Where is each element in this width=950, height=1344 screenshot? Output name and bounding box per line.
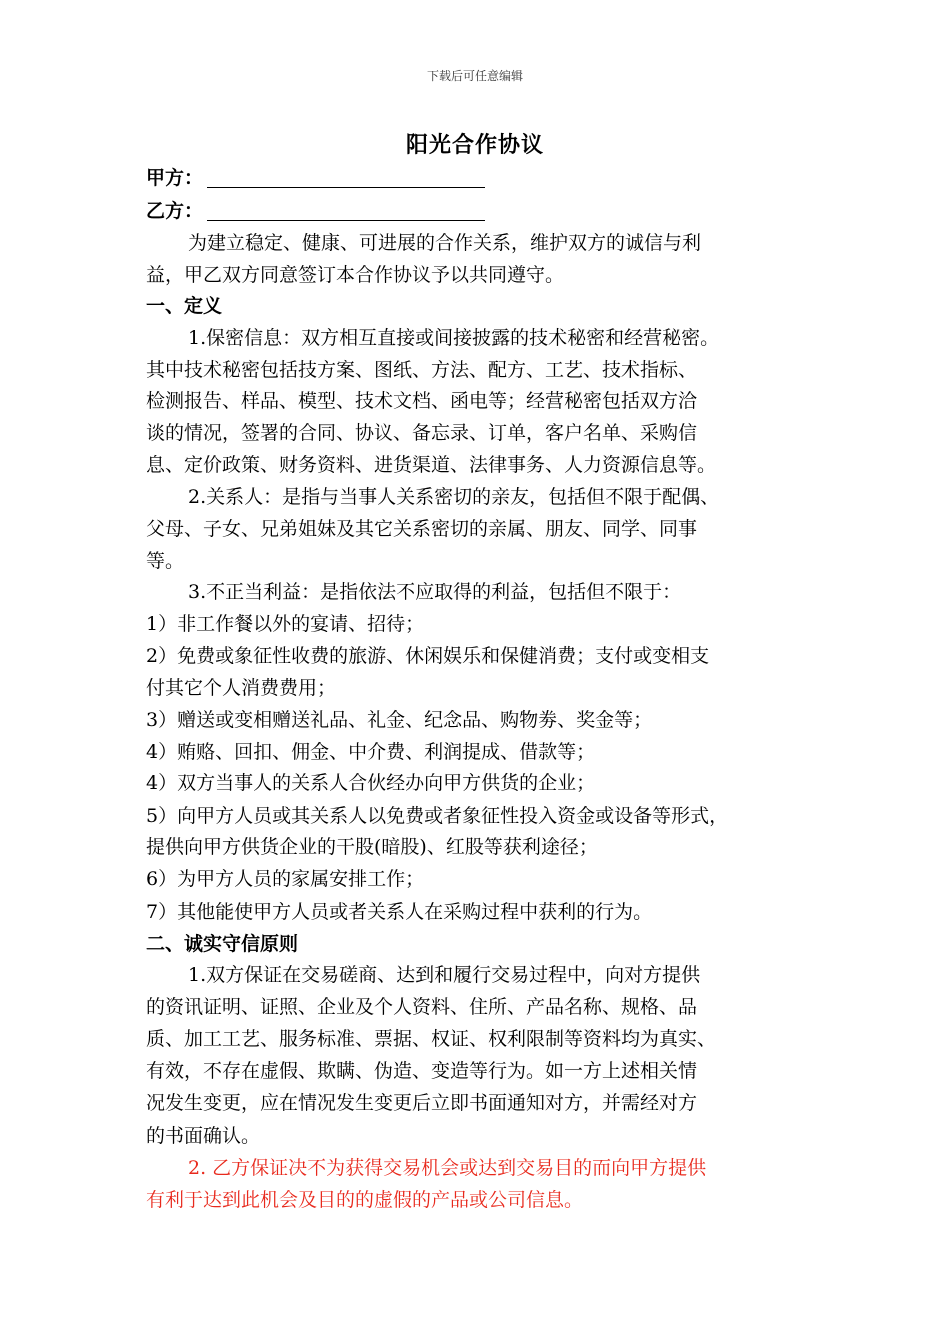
text-line: 质、加工工艺、服务标准、票据、权证、权利限制等资料均为真实、 xyxy=(146,1028,717,1050)
text-line: 3）赠送或变相赠送礼品、礼金、纪念品、购物劵、奖金等； xyxy=(146,709,653,731)
text-line: 其中技术秘密包括技方案、图纸、方法、配方、工艺、技术指标、 xyxy=(146,359,698,381)
text-line: 谈的情况，签署的合同、协议、备忘录、订单，客户名单、采购信 xyxy=(146,422,698,444)
text-line: 2）免费或象征性收费的旅游、休闲娱乐和保健消费；支付或变相支 xyxy=(146,645,710,667)
text-line: 检测报告、样品、模型、技术文档、函电等；经营秘密包括双方洽 xyxy=(146,390,698,412)
text-line: 提供向甲方供货企业的干股(暗股)、红股等获利途径； xyxy=(146,836,598,858)
text-line: 息、定价政策、财务资料、进货渠道、法律事务、人力资源信息等。 xyxy=(146,454,717,476)
party-b-field xyxy=(146,196,485,226)
party-a-label: 甲方： xyxy=(146,167,204,189)
text-line: 益，甲乙双方同意签订本合作协议予以共同遵守。 xyxy=(146,264,565,286)
text-line: 5）向甲方人员或其关系人以免费或者象征性投入资金或设备等形式， xyxy=(146,805,729,827)
text-line: 等。 xyxy=(146,550,185,572)
text-line: 况发生变更，应在情况发生变更后立即书面通知对方，并需经对方 xyxy=(146,1092,698,1114)
text-line: 为建立稳定、健康、可进展的合作关系，维护双方的诚信与利 xyxy=(188,232,702,254)
text-line: 4）贿赂、回扣、佣金、中介费、利润提成、借款等； xyxy=(146,741,596,763)
text-line: 1.保密信息：双方相互直接或间接披露的技术秘密和经营秘密。 xyxy=(188,327,720,349)
text-line: 1.双方保证在交易磋商、达到和履行交易过程中，向对方提供 xyxy=(188,964,701,986)
section-heading: 二、诚实守信原则 xyxy=(146,933,299,955)
text-line: 4）双方当事人的关系人合伙经办向甲方供货的企业； xyxy=(146,772,596,794)
text-line: 的资讯证明、证照、企业及个人资料、住所、产品名称、规格、品 xyxy=(146,996,698,1018)
text-line: 有效，不存在虚假、欺瞒、伪造、变造等行为。如一方上述相关情 xyxy=(146,1060,698,1082)
text-line: 2.关系人：是指与当事人关系密切的亲友，包括但不限于配偶、 xyxy=(188,486,720,508)
party-a-field xyxy=(146,163,485,193)
text-line: 1）非工作餐以外的宴请、招待； xyxy=(146,613,425,635)
text-line: 有利于达到此机会及目的的虚假的产品或公司信息。 xyxy=(146,1189,584,1211)
text-line: 2. 乙方保证决不为获得交易机会或达到交易目的而向甲方提供 xyxy=(188,1157,707,1179)
party-a-blank-line xyxy=(207,167,485,188)
text-line: 7）其他能使甲方人员或者关系人在采购过程中获利的行为。 xyxy=(146,901,653,923)
section-heading: 一、定义 xyxy=(146,295,223,317)
page-header-note: 下载后可任意编辑 xyxy=(426,69,523,83)
text-line: 3.不正当利益：是指依法不应取得的利益，包括但不限于： xyxy=(188,581,682,603)
party-b-label: 乙方： xyxy=(146,200,204,222)
text-line: 6）为甲方人员的家属安排工作； xyxy=(146,868,425,890)
text-line: 的书面确认。 xyxy=(146,1125,261,1147)
party-b-blank-line xyxy=(207,200,485,221)
text-line: 父母、子女、兄弟姐妹及其它关系密切的亲属、朋友、同学、同事 xyxy=(146,518,698,540)
text-line: 付其它个人消费费用； xyxy=(146,677,337,699)
document-title: 阳光合作协议 xyxy=(405,132,544,158)
